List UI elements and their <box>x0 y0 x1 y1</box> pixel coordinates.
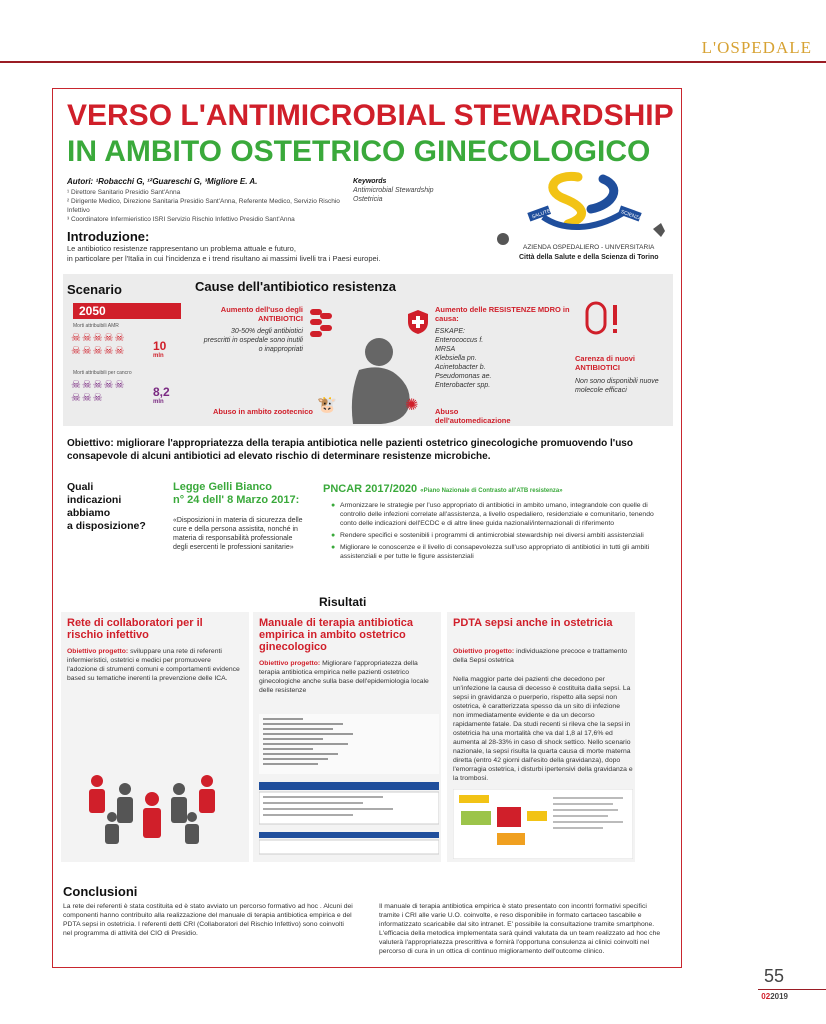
keyword-1: Antimicrobial Stewardship <box>353 187 434 194</box>
magazine-name: L'OSPEDALE <box>701 38 812 57</box>
cancer-unit: mln <box>153 399 164 405</box>
cancer-deaths-value <box>153 385 170 405</box>
legge-title-line2: n° 24 dell' 8 Marzo 2017: <box>173 494 300 506</box>
col3-text: Nella maggior parte dei pazienti che decedono per un'infezione la causa di decesso è costituita dalla sepsi. La sepsi in gravidanza o puerperio, rispetto alla sepsi non ostetrica, è caratterizzata spesso da un sito di infezione non immediatamente evidente e da un decorso rapidamente fatale. Da studi recenti si rileva che la sepsi in ostetricia ha una mortalità che va dal 1,8 al 17,6% ed aumenta al 28-33% in caso di shock settico. Nello scenario nazionale, la sepsi risulta la quarta causa di morte materna diretta (entro 42 giorni dall'esito della gravidanza), dopo l'emorragia ostetrica, i disturbi ipertensivi della gravidanza e la trombosi. <box>453 676 633 782</box>
abuse-zoo-label: Abuso in ambito zootecnico <box>212 407 313 416</box>
increase-use-text: 30-50% degli antibiotici prescritti in ospedale sono inutili o inappropriati <box>203 328 303 353</box>
conclusions-heading: Conclusioni <box>63 884 138 899</box>
skull-icons-cancer: ☠☠☠☠☠ ☠☠☠ <box>71 379 126 404</box>
logo-org-line2: Città della Salute e della Scienza di Torino <box>519 254 659 261</box>
amr-deaths-value <box>153 339 166 359</box>
issue-number: 02 <box>761 992 771 1001</box>
col1-obj-label: Obiettivo progetto: <box>67 648 129 655</box>
legge-title <box>173 481 299 507</box>
col3-obj: individuazione precoce e trattamento della Sepsi ostetrica <box>453 648 628 664</box>
keywords-block <box>353 177 434 204</box>
col1-text <box>67 647 243 683</box>
issue-year: 2019 <box>770 992 788 1001</box>
bacteria-icon: ✺ <box>405 397 419 414</box>
conclusions-right: Il manuale di terapia antibiotica empirica è stato presentato con incontri formativi specifici tramite i CRI alle varie U.O. coinvolte, e reso disponibile in formato cartaceo tascabile e informatizzato scaricabile dal sito intranet. E' possibile la consultazione tramite smartphone. L'efficacia della metodica implementata sarà quindi valutata da un team realizzato ad hoc che valuterà l'appropriatezza prescrittiva e fornirà l'opportuna consulenza ai clinici coinvolti nel percorso di cura in un ottica di continuo miglioramento dell'outcome clinico. <box>379 903 661 955</box>
people-network-icon <box>77 769 227 849</box>
cow-icon: 🐮 <box>317 397 337 414</box>
mdro-item: Enterobacter spp. <box>435 382 491 389</box>
scenario-year: 2050 <box>73 303 181 319</box>
mdro-item: Klebsiella pn. <box>435 355 477 362</box>
hospital-logo <box>473 169 673 269</box>
keywords-label: Keywords <box>353 178 387 185</box>
logo-org-line1: AZIENDA OSPEDALIERO - UNIVERSITARIA <box>523 244 655 251</box>
quali-line: a disposizione? <box>67 520 146 532</box>
pncar-list <box>331 501 661 564</box>
manual-thumbnail <box>259 714 439 859</box>
affiliation-3: ³ Coordinatore Infermieristico ISRI Servizio Rischio Infettivo Presidio Sant'Anna <box>67 216 295 223</box>
new-antibiotics-text: Non sono disponibili nuove molecole efficaci <box>575 378 659 394</box>
shield-cross-icon <box>407 309 429 335</box>
quali-line: indicazioni <box>67 494 122 506</box>
page-number-rule <box>758 989 826 990</box>
col2-obj: Migliorare l'appropriatezza della terapia antibiotica empirica nelle pazienti ostetrico ginecologiche anche sulla base dell'epidemiologia locale delle resistenze <box>259 660 429 694</box>
mdro-item: ESKAPE: <box>435 328 465 335</box>
empty-vial-icon <box>583 299 623 339</box>
intro-line2: in particolare per l'Italia in cui l'incidenza e i trend risultano ai massimi livelli tra i Paesi europei. <box>67 254 381 263</box>
mdro-item: Pseudomonas ae. <box>435 373 492 380</box>
poster-title-line2: IN AMBITO OSTETRICO GINECOLOGICO <box>67 135 651 168</box>
keyword-2: Ostetricia <box>353 196 383 203</box>
causes-heading: Cause dell'antibiotico resistenza <box>195 279 397 294</box>
intro-line1: Le antibiotico resistenze rappresentano un problema attuale e futuro, <box>67 244 296 253</box>
col2-text <box>259 659 439 695</box>
pncar-title <box>323 483 563 495</box>
quali-indicazioni <box>67 481 146 533</box>
cancer-value: 8,2 <box>153 385 170 399</box>
logo-word-right: SCIENZA <box>619 208 643 223</box>
intro-heading: Introduzione: <box>67 229 150 244</box>
pncar-subtitle: «Piano Nazionale di Contrasto all'ATB resistenza» <box>420 488 563 494</box>
legge-title-line1: Legge Gelli Bianco <box>173 481 273 493</box>
amr-deaths-label: Morti attribuibili AMR <box>73 323 119 329</box>
affiliation-2: ² Dirigente Medico, Direzione Sanitaria Presidio Sant'Anna, Referente Medico, Servizio Rischio Infettivo <box>67 198 340 214</box>
objective-statement: Obiettivo: migliorare l'appropriatezza della terapia antibiotica nelle pazienti ostetrico ginecologiche promuovendo l'uso consapevole di alcuni antibiotici ad elevato rischio di determinare resistenze microbiche. <box>67 438 633 462</box>
col3-objective <box>453 647 633 665</box>
conclusions-left: La rete dei referenti è stata costituita ed è stato avviato un percorso formativo ad hoc . Alcuni dei componenti hanno contribuito alla realizzazione del manuale di terapia antibiotica empirica e del PDTA sepsi in ostetricia. I referenti detti CRI (Collaboratori del Rischio Infettivo) sono coinvolti nel programma di attività del CIO di Presidio. <box>63 903 353 937</box>
mdro-item: Enterococcus f. <box>435 337 484 344</box>
pncar-item: ● Rendere specifici e sostenibili i programmi di antimicrobial stewardship nei diversi ambiti assistenziali <box>331 531 661 540</box>
abuse-self-label: Abuso dell'automedicazione <box>435 407 511 425</box>
poster <box>52 88 682 968</box>
intro-section <box>67 229 447 264</box>
authors-block <box>67 177 347 224</box>
mdro-title: Aumento delle RESISTENZE MDRO in causa: <box>435 305 570 323</box>
col2-obj-label: Obiettivo progetto: <box>259 660 321 667</box>
col2-title: Manuale di terapia antibiotica empirica in ambito ostetrico ginecologico <box>259 617 414 653</box>
cancer-deaths-label: Morti attribuibili per cancro <box>73 370 132 376</box>
amr-unit: mln <box>153 353 164 359</box>
authors-names: Autori: ¹Robacchi G, ¹²Guareschi G, ³Migliore E. A. <box>67 177 258 186</box>
col3-title: PDTA sepsi anche in ostetricia <box>453 617 613 629</box>
col1-title: Rete di collaboratori per il rischio infettivo <box>67 617 203 641</box>
issue-label <box>761 992 788 1001</box>
poster-title-line1: VERSO L'ANTIMICROBIAL STEWARDSHIP <box>67 99 674 132</box>
mdro-list <box>435 327 491 390</box>
mdro-item: Acinetobacter b. <box>435 364 486 371</box>
header-rule <box>0 61 826 63</box>
amr-value: 10 <box>153 339 167 353</box>
new-antibiotics-title: Carenza di nuovi ANTIBIOTICI <box>575 354 636 372</box>
mdro-item: MRSA <box>435 346 456 353</box>
pncar-item: ● Migliorare le conoscenze e il livello di consapevolezza sull'uso appropriato di antibiotici in tutti gli ambiti assistenziali e per tutte le figure assistenziali <box>331 543 661 561</box>
quali-line: Quali <box>67 481 94 493</box>
sepsis-flowchart-thumbnail <box>453 789 633 859</box>
pncar-item: ● Armonizzare le strategie per l'uso appropriato di antibiotici in ambito umano, integrandole con quelle di controllo delle infezioni correlate all'assistenza, a livello ospedaliero, residenziale e comunitario, tenendo conto delle indicazioni dell'ECDC e di altre linee guida nazionali/internazionali di riferimento <box>331 501 661 528</box>
page-number: 55 <box>763 966 784 986</box>
pncar-title-text: PNCAR 2017/2020 <box>323 483 418 495</box>
col1-obj: sviluppare una rete di referenti infermieristici, ostetrici e medici per promuovere l'adozione di strumenti comuni e comportamenti evidence based su tematiche inerenti la prevenzione delle ICA. <box>67 648 240 682</box>
col3-obj-label: Obiettivo progetto: <box>453 648 515 655</box>
results-heading: Risultati <box>319 595 367 609</box>
logo-word-left: SALUTE <box>531 208 552 221</box>
quali-line: abbiamo <box>67 507 111 519</box>
legge-text: «Disposizioni in materia di sicurezza delle cure e della persona assistita, nonché in materia di responsabilità professionale degli esercenti le professioni sanitarie» <box>173 517 303 551</box>
affiliation-1: ¹ Direttore Sanitario Presidio Sant'Anna <box>67 189 181 196</box>
increase-use-title: Aumento dell'uso degli ANTIBIOTICI <box>220 305 303 323</box>
skull-icons-amr: ☠☠☠☠☠ ☠☠☠☠☠ <box>71 332 126 357</box>
scenario-heading: Scenario <box>67 282 122 297</box>
